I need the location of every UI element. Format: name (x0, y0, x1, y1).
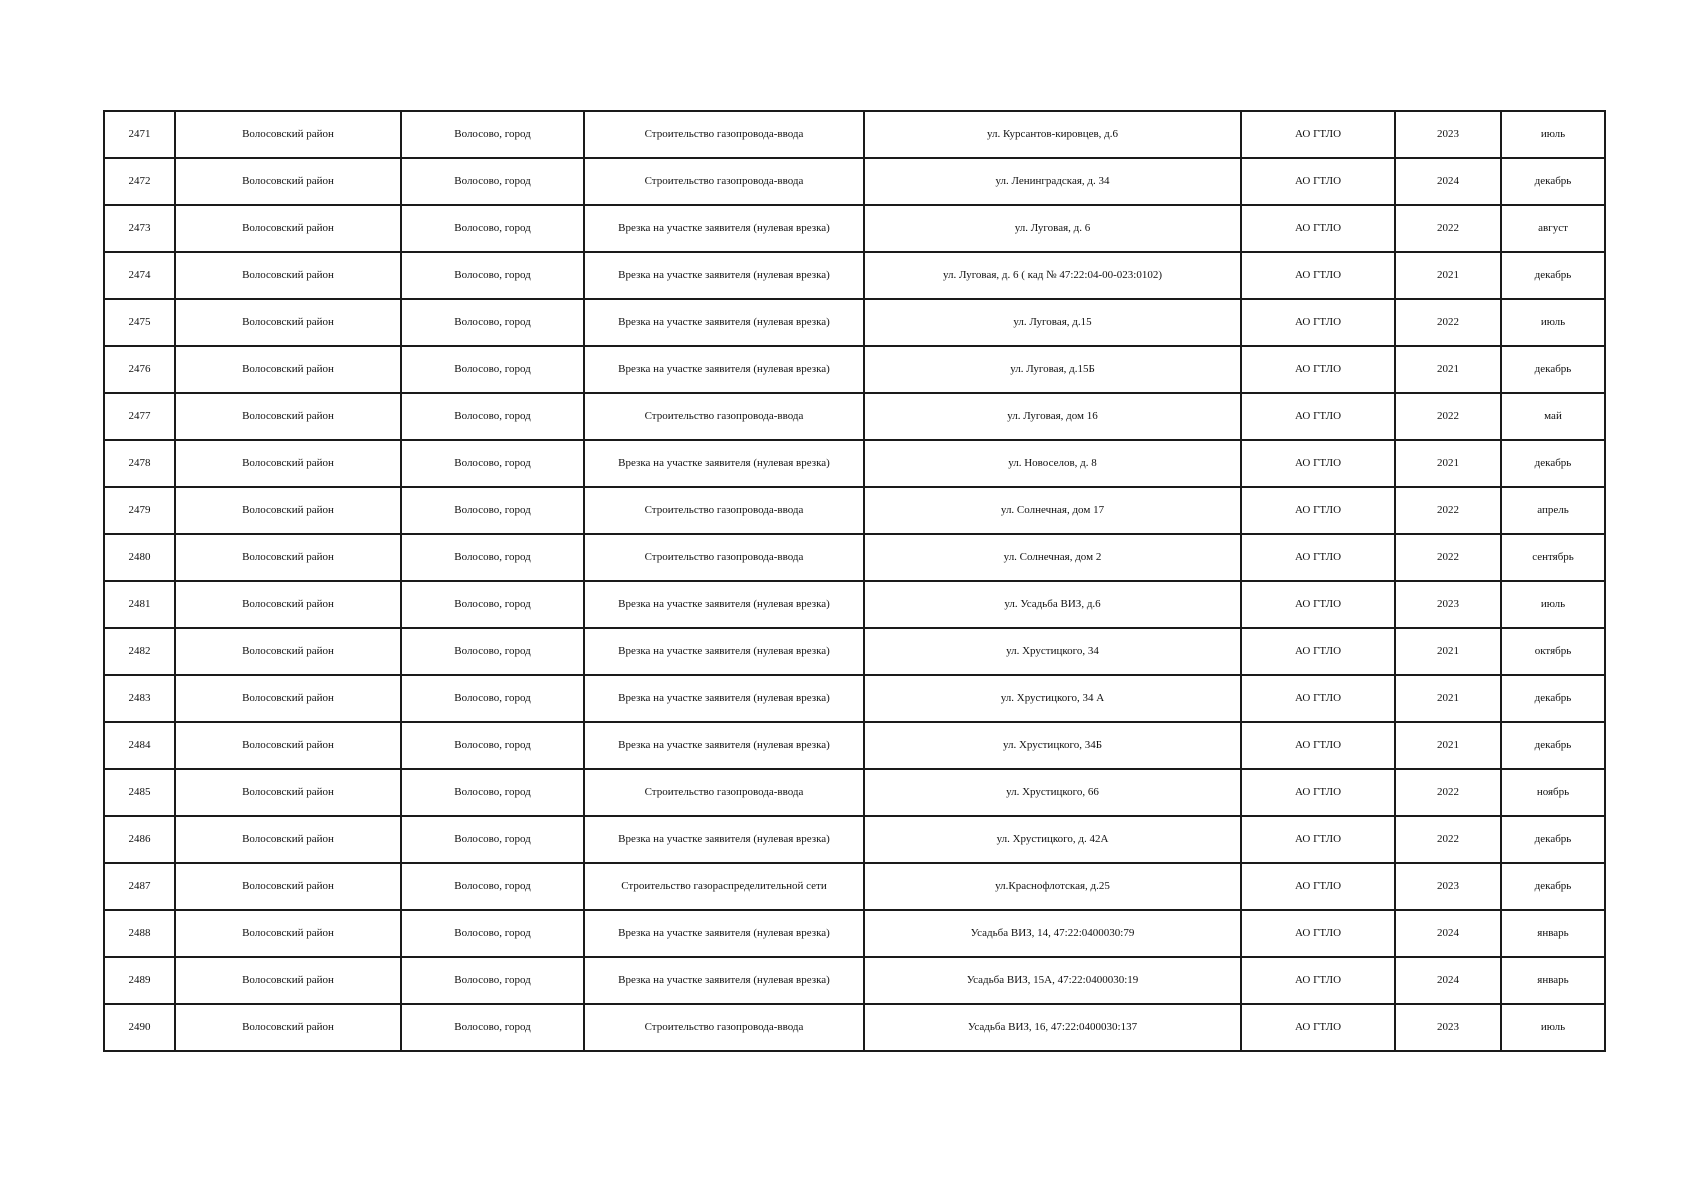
table-row (104, 299, 1605, 346)
year-cell: 2021 (1395, 252, 1501, 299)
organization-cell: АО ГТЛО (1241, 1004, 1395, 1051)
locality-cell: Волосово, город (401, 158, 584, 205)
table-row (104, 393, 1605, 440)
address-cell: ул. Солнечная, дом 2 (864, 534, 1241, 581)
month-cell: декабрь (1501, 863, 1605, 910)
year-cell: 2022 (1395, 534, 1501, 581)
row-number-cell: 2489 (104, 957, 175, 1004)
work-type-cell: Врезка на участке заявителя (нулевая врезка) (584, 440, 864, 487)
work-type-cell: Строительство газопровода-ввода (584, 158, 864, 205)
organization-cell: АО ГТЛО (1241, 299, 1395, 346)
district-cell: Волосовский район (175, 393, 401, 440)
locality-cell: Волосово, город (401, 252, 584, 299)
locality-cell: Волосово, город (401, 581, 584, 628)
address-cell: ул. Хрустицкого, 34 (864, 628, 1241, 675)
row-number-cell: 2474 (104, 252, 175, 299)
address-cell: ул. Курсантов-кировцев, д.6 (864, 111, 1241, 158)
address-cell: ул. Усадьба ВИЗ, д.6 (864, 581, 1241, 628)
table-row (104, 910, 1605, 957)
district-cell: Волосовский район (175, 111, 401, 158)
table-row (104, 346, 1605, 393)
year-cell: 2021 (1395, 440, 1501, 487)
year-cell: 2023 (1395, 863, 1501, 910)
year-cell: 2021 (1395, 628, 1501, 675)
month-cell: август (1501, 205, 1605, 252)
table-row (104, 769, 1605, 816)
district-cell: Волосовский район (175, 581, 401, 628)
month-cell: июль (1501, 111, 1605, 158)
row-number-cell: 2478 (104, 440, 175, 487)
table-row (104, 957, 1605, 1004)
table-row (104, 722, 1605, 769)
address-cell: ул. Новоселов, д. 8 (864, 440, 1241, 487)
month-cell: сентябрь (1501, 534, 1605, 581)
table-row (104, 581, 1605, 628)
locality-cell: Волосово, город (401, 1004, 584, 1051)
row-number-cell: 2485 (104, 769, 175, 816)
locality-cell: Волосово, город (401, 628, 584, 675)
organization-cell: АО ГТЛО (1241, 816, 1395, 863)
table-row (104, 675, 1605, 722)
district-cell: Волосовский район (175, 346, 401, 393)
row-number-cell: 2486 (104, 816, 175, 863)
organization-cell: АО ГТЛО (1241, 722, 1395, 769)
locality-cell: Волосово, город (401, 205, 584, 252)
row-number-cell: 2487 (104, 863, 175, 910)
month-cell: декабрь (1501, 816, 1605, 863)
locality-cell: Волосово, город (401, 675, 584, 722)
work-type-cell: Врезка на участке заявителя (нулевая врезка) (584, 675, 864, 722)
table-row (104, 487, 1605, 534)
district-cell: Волосовский район (175, 675, 401, 722)
locality-cell: Волосово, город (401, 534, 584, 581)
gasification-schedule-table (103, 110, 1606, 1052)
organization-cell: АО ГТЛО (1241, 440, 1395, 487)
year-cell: 2023 (1395, 1004, 1501, 1051)
district-cell: Волосовский район (175, 957, 401, 1004)
work-type-cell: Строительство газопровода-ввода (584, 111, 864, 158)
month-cell: июль (1501, 581, 1605, 628)
district-cell: Волосовский район (175, 1004, 401, 1051)
address-cell: ул. Луговая, д. 6 ( кад № 47:22:04-00-023:0102) (864, 252, 1241, 299)
row-number-cell: 2475 (104, 299, 175, 346)
month-cell: июль (1501, 299, 1605, 346)
organization-cell: АО ГТЛО (1241, 957, 1395, 1004)
address-cell: Усадьба ВИЗ, 15А, 47:22:0400030:19 (864, 957, 1241, 1004)
address-cell: ул. Ленинградская, д. 34 (864, 158, 1241, 205)
work-type-cell: Врезка на участке заявителя (нулевая врезка) (584, 957, 864, 1004)
month-cell: апрель (1501, 487, 1605, 534)
organization-cell: АО ГТЛО (1241, 205, 1395, 252)
locality-cell: Волосово, город (401, 769, 584, 816)
row-number-cell: 2483 (104, 675, 175, 722)
work-type-cell: Строительство газопровода-ввода (584, 769, 864, 816)
month-cell: декабрь (1501, 675, 1605, 722)
district-cell: Волосовский район (175, 205, 401, 252)
table-row (104, 534, 1605, 581)
district-cell: Волосовский район (175, 863, 401, 910)
month-cell: декабрь (1501, 252, 1605, 299)
locality-cell: Волосово, город (401, 299, 584, 346)
work-type-cell: Врезка на участке заявителя (нулевая врезка) (584, 910, 864, 957)
row-number-cell: 2479 (104, 487, 175, 534)
year-cell: 2022 (1395, 816, 1501, 863)
district-cell: Волосовский район (175, 769, 401, 816)
district-cell: Волосовский район (175, 816, 401, 863)
organization-cell: АО ГТЛО (1241, 487, 1395, 534)
month-cell: декабрь (1501, 722, 1605, 769)
district-cell: Волосовский район (175, 722, 401, 769)
table-row (104, 111, 1605, 158)
table-row (104, 863, 1605, 910)
row-number-cell: 2473 (104, 205, 175, 252)
address-cell: ул. Луговая, д.15Б (864, 346, 1241, 393)
locality-cell: Волосово, город (401, 863, 584, 910)
table-row (104, 440, 1605, 487)
organization-cell: АО ГТЛО (1241, 158, 1395, 205)
address-cell: ул. Хрустицкого, 34Б (864, 722, 1241, 769)
work-type-cell: Врезка на участке заявителя (нулевая врезка) (584, 628, 864, 675)
month-cell: декабрь (1501, 158, 1605, 205)
row-number-cell: 2472 (104, 158, 175, 205)
district-cell: Волосовский район (175, 299, 401, 346)
row-number-cell: 2480 (104, 534, 175, 581)
address-cell: Усадьба ВИЗ, 14, 47:22:0400030:79 (864, 910, 1241, 957)
address-cell: ул. Луговая, д. 6 (864, 205, 1241, 252)
work-type-cell: Строительство газопровода-ввода (584, 1004, 864, 1051)
work-type-cell: Врезка на участке заявителя (нулевая врезка) (584, 205, 864, 252)
district-cell: Волосовский район (175, 440, 401, 487)
row-number-cell: 2471 (104, 111, 175, 158)
district-cell: Волосовский район (175, 487, 401, 534)
organization-cell: АО ГТЛО (1241, 111, 1395, 158)
row-number-cell: 2490 (104, 1004, 175, 1051)
table-row (104, 252, 1605, 299)
year-cell: 2022 (1395, 487, 1501, 534)
address-cell: ул. Хрустицкого, 34 А (864, 675, 1241, 722)
month-cell: декабрь (1501, 346, 1605, 393)
year-cell: 2021 (1395, 722, 1501, 769)
organization-cell: АО ГТЛО (1241, 910, 1395, 957)
table-row (104, 628, 1605, 675)
month-cell: октябрь (1501, 628, 1605, 675)
year-cell: 2021 (1395, 675, 1501, 722)
work-type-cell: Врезка на участке заявителя (нулевая врезка) (584, 816, 864, 863)
district-cell: Волосовский район (175, 628, 401, 675)
work-type-cell: Строительство газопровода-ввода (584, 487, 864, 534)
month-cell: январь (1501, 910, 1605, 957)
table-row (104, 1004, 1605, 1051)
year-cell: 2022 (1395, 393, 1501, 440)
locality-cell: Волосово, город (401, 816, 584, 863)
locality-cell: Волосово, город (401, 722, 584, 769)
work-type-cell: Врезка на участке заявителя (нулевая врезка) (584, 299, 864, 346)
work-type-cell: Врезка на участке заявителя (нулевая врезка) (584, 581, 864, 628)
address-cell: ул. Луговая, д.15 (864, 299, 1241, 346)
address-cell: ул.Краснофлотская, д.25 (864, 863, 1241, 910)
organization-cell: АО ГТЛО (1241, 346, 1395, 393)
year-cell: 2023 (1395, 111, 1501, 158)
year-cell: 2021 (1395, 346, 1501, 393)
month-cell: июль (1501, 1004, 1605, 1051)
district-cell: Волосовский район (175, 158, 401, 205)
table-body (104, 111, 1605, 1051)
address-cell: ул. Солнечная, дом 17 (864, 487, 1241, 534)
work-type-cell: Строительство газопровода-ввода (584, 534, 864, 581)
locality-cell: Волосово, город (401, 111, 584, 158)
organization-cell: АО ГТЛО (1241, 863, 1395, 910)
year-cell: 2022 (1395, 205, 1501, 252)
year-cell: 2022 (1395, 299, 1501, 346)
table-row (104, 816, 1605, 863)
table-row (104, 158, 1605, 205)
district-cell: Волосовский район (175, 910, 401, 957)
year-cell: 2022 (1395, 769, 1501, 816)
address-cell: ул. Хрустицкого, д. 42А (864, 816, 1241, 863)
organization-cell: АО ГТЛО (1241, 534, 1395, 581)
locality-cell: Волосово, город (401, 957, 584, 1004)
organization-cell: АО ГТЛО (1241, 393, 1395, 440)
row-number-cell: 2477 (104, 393, 175, 440)
organization-cell: АО ГТЛО (1241, 252, 1395, 299)
locality-cell: Волосово, город (401, 440, 584, 487)
work-type-cell: Врезка на участке заявителя (нулевая врезка) (584, 722, 864, 769)
month-cell: январь (1501, 957, 1605, 1004)
row-number-cell: 2481 (104, 581, 175, 628)
address-cell: Усадьба ВИЗ, 16, 47:22:0400030:137 (864, 1004, 1241, 1051)
organization-cell: АО ГТЛО (1241, 581, 1395, 628)
organization-cell: АО ГТЛО (1241, 675, 1395, 722)
work-type-cell: Врезка на участке заявителя (нулевая врезка) (584, 252, 864, 299)
year-cell: 2024 (1395, 910, 1501, 957)
locality-cell: Волосово, город (401, 910, 584, 957)
address-cell: ул. Луговая, дом 16 (864, 393, 1241, 440)
month-cell: май (1501, 393, 1605, 440)
year-cell: 2024 (1395, 957, 1501, 1004)
locality-cell: Волосово, город (401, 393, 584, 440)
district-cell: Волосовский район (175, 534, 401, 581)
row-number-cell: 2482 (104, 628, 175, 675)
locality-cell: Волосово, город (401, 487, 584, 534)
month-cell: декабрь (1501, 440, 1605, 487)
month-cell: ноябрь (1501, 769, 1605, 816)
work-type-cell: Строительство газопровода-ввода (584, 393, 864, 440)
row-number-cell: 2484 (104, 722, 175, 769)
row-number-cell: 2488 (104, 910, 175, 957)
work-type-cell: Строительство газораспределительной сети (584, 863, 864, 910)
organization-cell: АО ГТЛО (1241, 628, 1395, 675)
work-type-cell: Врезка на участке заявителя (нулевая врезка) (584, 346, 864, 393)
organization-cell: АО ГТЛО (1241, 769, 1395, 816)
table-row (104, 205, 1605, 252)
row-number-cell: 2476 (104, 346, 175, 393)
year-cell: 2024 (1395, 158, 1501, 205)
year-cell: 2023 (1395, 581, 1501, 628)
district-cell: Волосовский район (175, 252, 401, 299)
locality-cell: Волосово, город (401, 346, 584, 393)
address-cell: ул. Хрустицкого, 66 (864, 769, 1241, 816)
